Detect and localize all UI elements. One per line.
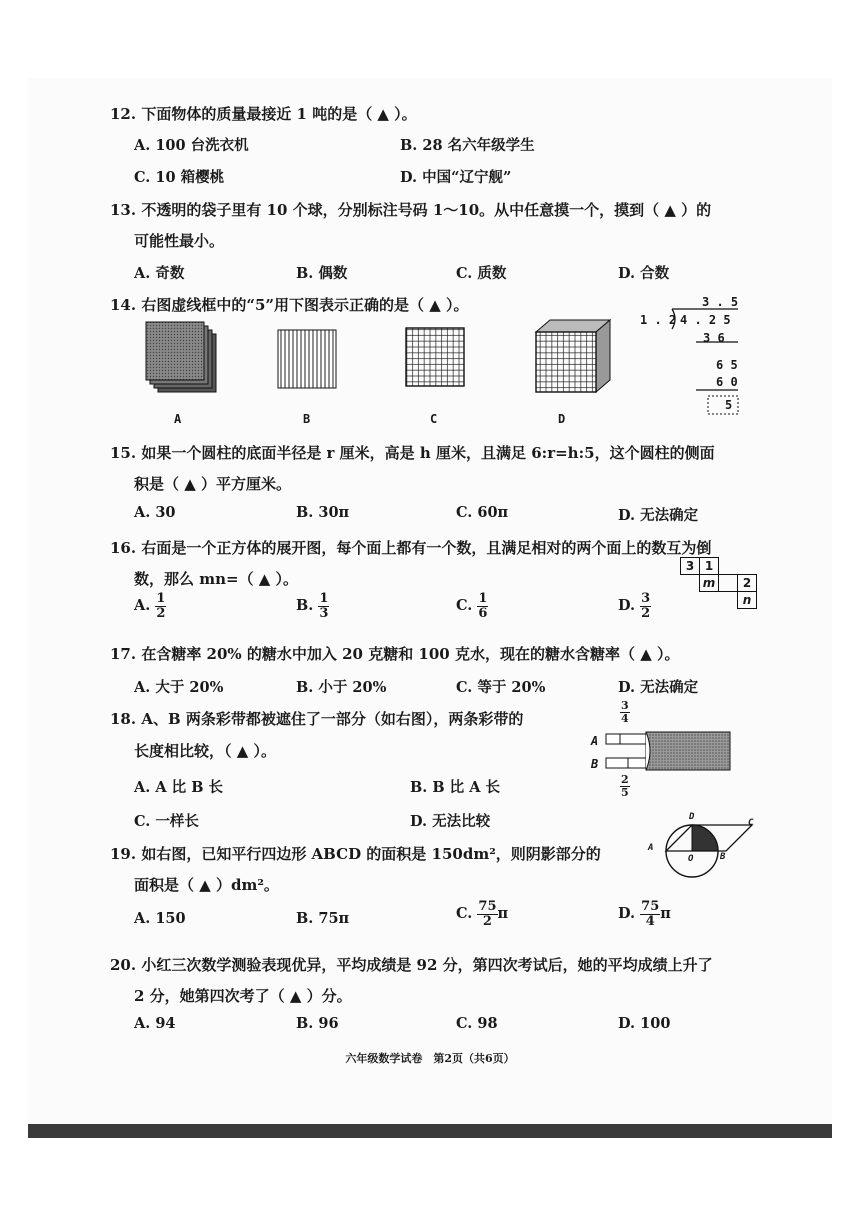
q17-stem: 17. 在含糖率 20% 的糖水中加入 20 克糖和 100 克水，现在的糖水含糖率（ ▲ ）。 — [110, 645, 680, 663]
net-cell: 3 — [681, 558, 700, 575]
division-boxed-remainder: 5 — [725, 398, 733, 412]
point-a-label: A — [648, 843, 654, 853]
q20-option-b: B. 96 — [296, 1015, 339, 1032]
page-footer: 六年级数学试卷 第2页（共6页） — [345, 1052, 515, 1065]
q20-stem-line1: 20. 小红三次数学测验表现优异，平均成绩是 92 分，第四次考试后，她的平均成绩上升了 — [110, 956, 713, 974]
q16-stem-line2: 数，那么 mn=（ ▲ ）。 — [134, 570, 299, 588]
q20-option-a: A. 94 — [134, 1015, 176, 1032]
division-step2: 6 5 — [716, 358, 738, 372]
q13-option-b: B. 偶数 — [296, 265, 348, 282]
division-step1: 3 6 — [703, 331, 725, 345]
q18-option-b: B. B 比 A 长 — [410, 779, 501, 796]
q13-stem-line2: 可能性最小。 — [134, 232, 225, 250]
net-cell: m — [700, 575, 719, 592]
q13-stem-line1: 13. 不透明的袋子里有 10 个球，分别标注号码 1～10。从中任意摸一个，摸到（ ▲ ）的 — [110, 201, 712, 219]
q20-option-c: C. 98 — [456, 1015, 498, 1032]
q18-stem-line2: 长度相比较，（ ▲ ）。 — [134, 742, 276, 760]
q15-option-b: B. 30π — [296, 504, 350, 521]
q15-option-c: C. 60π — [456, 504, 509, 521]
net-cell — [719, 575, 738, 592]
net-cell: n — [738, 592, 757, 609]
q19-option-a: A. 150 — [134, 910, 186, 927]
q16-stem-line1: 16. 右面是一个正方体的展开图，每个面上都有一个数，且满足相对的两个面上的数互为倒 — [110, 539, 712, 557]
q18-option-a: A. A 比 B 长 — [134, 779, 223, 796]
division-quotient: 3 . 5 — [702, 295, 739, 309]
q14-label-c: C — [430, 412, 438, 426]
division-dividend: 4 . 2 5 — [680, 313, 731, 327]
q18-option-c: C. 一样长 — [134, 813, 199, 830]
point-c-label: C — [748, 818, 754, 828]
division-step3: 6 0 — [716, 375, 738, 389]
ribbon-label-a: A — [591, 734, 599, 748]
q17-option-d: D. 无法确定 — [618, 679, 699, 696]
q17-option-b: B. 小于 20% — [296, 679, 387, 696]
q14-label-b: B — [303, 412, 311, 426]
q15-stem-line1: 15. 如果一个圆柱的底面半径是 r 厘米，高是 h 厘米，且满足 6:r=h:5，这个圆柱的侧面 — [110, 444, 715, 462]
ribbon-figure — [598, 728, 738, 776]
point-o-label: O — [688, 854, 694, 864]
parallelogram-circle-figure — [652, 814, 762, 880]
cube-net — [680, 557, 757, 609]
q12-option-d: D. 中国“辽宁舰” — [400, 169, 512, 186]
q13-option-c: C. 质数 — [456, 265, 507, 282]
q19-stem-line2: 面积是（ ▲ ）dm²。 — [134, 876, 279, 894]
q17-option-a: A. 大于 20% — [134, 679, 224, 696]
q14-label-d: D — [558, 412, 566, 426]
net-cell: 1 — [700, 558, 719, 575]
q14-label-a: A — [174, 412, 182, 426]
ribbon-fraction-top: $\frac{3}{4}$ — [621, 699, 629, 725]
q12-option-b: B. 28 名六年级学生 — [400, 137, 535, 154]
q16-option-d: D. $\frac{3}{2}$ — [618, 591, 651, 621]
q16-option-b: B. $\frac{1}{3}$ — [296, 591, 329, 621]
q13-option-d: D. 合数 — [618, 265, 670, 282]
q19-stem-line1: 19. 如右图，已知平行四边形 ABCD 的面积是 150dm²，则阴影部分的 — [110, 845, 601, 863]
q12-stem: 12. 下面物体的质量最接近 1 吨的是（ ▲ ）。 — [110, 105, 417, 123]
division-divisor: 1 . 2 — [640, 313, 677, 327]
q20-option-d: D. 100 — [618, 1015, 671, 1032]
q18-option-d: D. 无法比较 — [410, 813, 491, 830]
q14-figure-a — [146, 322, 216, 392]
q19-option-d: D. $\frac{75}{4}$ π — [618, 899, 671, 929]
q12-option-c: C. 10 箱樱桃 — [134, 169, 225, 186]
ribbon-label-b: B — [591, 757, 599, 771]
point-b-label: B — [720, 852, 726, 862]
q14-stem: 14. 右图虚线框中的“5”用下图表示正确的是（ ▲ ）。 — [110, 296, 469, 314]
q14-figures — [140, 318, 620, 398]
q15-stem-line2: 积是（ ▲ ）平方厘米。 — [134, 475, 291, 493]
q16-option-a: A. $\frac{1}{2}$ — [134, 591, 166, 621]
scan-bottom-edge — [28, 1124, 832, 1138]
q14-figure-b — [278, 330, 336, 388]
q14-figure-d — [536, 320, 610, 392]
ribbon-fraction-bottom: $\frac{2}{5}$ — [621, 773, 629, 799]
q18-stem-line1: 18. A、B 两条彩带都被遮住了一部分（如右图），两条彩带的 — [110, 710, 524, 728]
point-d-label: D — [689, 812, 695, 822]
q13-option-a: A. 奇数 — [134, 265, 185, 282]
q17-option-c: C. 等于 20% — [456, 679, 546, 696]
q12-option-a: A. 100 台洗衣机 — [134, 137, 249, 154]
q20-stem-line2: 2 分，她第四次考了（ ▲ ）分。 — [134, 987, 352, 1005]
q15-option-d: D. 无法确定 — [618, 507, 699, 524]
net-cell: 2 — [738, 575, 757, 592]
q16-option-c: C. $\frac{1}{6}$ — [456, 591, 488, 621]
q19-option-c: C. $\frac{75}{2}$ π — [456, 899, 509, 929]
q14-figure-c — [406, 328, 464, 386]
q15-option-a: A. 30 — [134, 504, 176, 521]
q19-option-b: B. 75π — [296, 910, 350, 927]
